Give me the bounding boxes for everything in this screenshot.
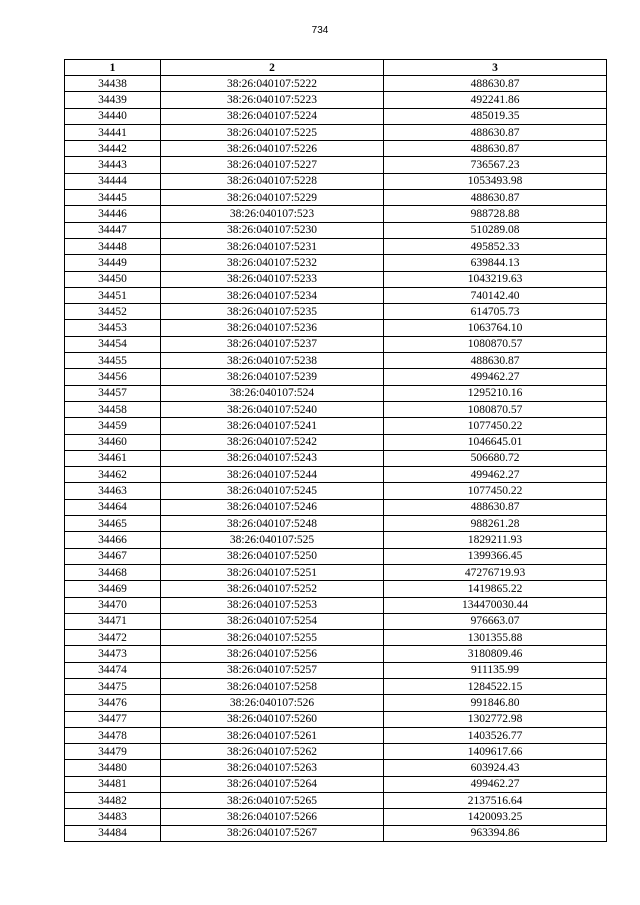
cadastral-value-cell: 1420093.25 [384,809,607,825]
cadastral-number-cell: 38:26:040107:5256 [161,646,384,662]
table-row [65,776,607,792]
table-row [65,141,607,157]
cadastral-number-cell: 38:26:040107:5252 [161,581,384,597]
table-row [65,630,607,646]
table-row [65,353,607,369]
cadastral-value-cell: 488630.87 [384,353,607,369]
cadastral-number-cell: 38:26:040107:5238 [161,353,384,369]
cadastral-value-cell: 1080870.57 [384,336,607,352]
cadastral-number-cell: 38:26:040107:5261 [161,727,384,743]
cadastral-number-cell: 38:26:040107:5228 [161,173,384,189]
table-row [65,548,607,564]
cadastral-number-cell: 38:26:040107:5263 [161,760,384,776]
table-row [65,206,607,222]
row-number-cell: 34479 [65,744,161,760]
cadastral-number-cell: 38:26:040107:5255 [161,630,384,646]
cadastral-value-cell: 740142.40 [384,287,607,303]
row-number-cell: 34450 [65,271,161,287]
cadastral-value-cell: 488630.87 [384,76,607,92]
cadastral-number-cell: 38:26:040107:5231 [161,238,384,254]
row-number-cell: 34438 [65,76,161,92]
table-row [65,532,607,548]
cadastral-value-cell: 1077450.22 [384,418,607,434]
row-number-cell: 34465 [65,516,161,532]
table-row [65,499,607,515]
row-number-cell: 34477 [65,711,161,727]
row-number-cell: 34442 [65,141,161,157]
row-number-cell: 34471 [65,613,161,629]
row-number-cell: 34451 [65,287,161,303]
row-number-cell: 34476 [65,695,161,711]
cadastral-number-cell: 38:26:040107:5253 [161,597,384,613]
table-row [65,385,607,401]
table-row [65,369,607,385]
table-row [65,434,607,450]
table-row [65,695,607,711]
cadastral-number-cell: 38:26:040107:5232 [161,255,384,271]
cadastral-value-cell: 1043219.63 [384,271,607,287]
cadastral-value-cell: 1053493.98 [384,173,607,189]
cadastral-value-cell: 1063764.10 [384,320,607,336]
cadastral-value-cell: 506680.72 [384,450,607,466]
cadastral-number-cell: 38:26:040107:5223 [161,92,384,108]
cadastral-value-cell: 488630.87 [384,124,607,140]
table-row [65,336,607,352]
cadastral-value-cell: 1399366.45 [384,548,607,564]
cadastral-number-cell: 38:26:040107:5233 [161,271,384,287]
table-row [65,287,607,303]
cadastral-number-cell: 38:26:040107:5235 [161,304,384,320]
cadastral-number-cell: 38:26:040107:524 [161,385,384,401]
row-number-cell: 34470 [65,597,161,613]
cadastral-value-cell: 1301355.88 [384,630,607,646]
cadastral-number-cell: 38:26:040107:5227 [161,157,384,173]
cadastral-value-cell: 485019.35 [384,108,607,124]
row-number-cell: 34457 [65,385,161,401]
table-row [65,646,607,662]
cadastral-value-cell: 1302772.98 [384,711,607,727]
table-row [65,401,607,417]
cadastral-value-cell: 736567.23 [384,157,607,173]
column-header-1: 1 [65,60,161,76]
cadastral-number-cell: 38:26:040107:525 [161,532,384,548]
row-number-cell: 34481 [65,776,161,792]
table-row [65,744,607,760]
cadastral-number-cell: 38:26:040107:5230 [161,222,384,238]
table-header [65,60,607,76]
cadastral-value-cell: 639844.13 [384,255,607,271]
cadastral-value-cell: 510289.08 [384,222,607,238]
cadastral-value-cell: 1080870.57 [384,401,607,417]
cadastral-number-cell: 38:26:040107:5246 [161,499,384,515]
cadastral-value-cell: 911135.99 [384,662,607,678]
cadastral-number-cell: 38:26:040107:5236 [161,320,384,336]
table-row [65,809,607,825]
row-number-cell: 34456 [65,369,161,385]
cadastral-number-cell: 38:26:040107:5260 [161,711,384,727]
cadastral-number-cell: 38:26:040107:5222 [161,76,384,92]
table-body [65,76,607,842]
cadastral-number-cell: 38:26:040107:5237 [161,336,384,352]
row-number-cell: 34482 [65,793,161,809]
table-row [65,124,607,140]
cadastral-number-cell: 38:26:040107:5248 [161,516,384,532]
row-number-cell: 34455 [65,353,161,369]
cadastral-number-cell: 38:26:040107:5257 [161,662,384,678]
table-row [65,450,607,466]
row-number-cell: 34463 [65,483,161,499]
table-row [65,92,607,108]
table-row [65,825,607,841]
row-number-cell: 34480 [65,760,161,776]
cadastral-number-cell: 38:26:040107:5265 [161,793,384,809]
table-row [65,564,607,580]
table-row [65,711,607,727]
cadastral-value-cell: 3180809.46 [384,646,607,662]
page-number: 734 [311,25,329,36]
table-row [65,238,607,254]
cadastral-number-cell: 38:26:040107:5267 [161,825,384,841]
table-row [65,320,607,336]
row-number-cell: 34467 [65,548,161,564]
cadastral-number-cell: 38:26:040107:526 [161,695,384,711]
header-row [65,60,607,76]
row-number-cell: 34448 [65,238,161,254]
cadastral-number-cell: 38:26:040107:5224 [161,108,384,124]
row-number-cell: 34475 [65,678,161,694]
cadastral-value-cell: 1419865.22 [384,581,607,597]
row-number-cell: 34452 [65,304,161,320]
cadastral-value-cell: 988261.28 [384,516,607,532]
cadastral-number-cell: 38:26:040107:5244 [161,467,384,483]
row-number-cell: 34447 [65,222,161,238]
cadastral-value-cell: 1046645.01 [384,434,607,450]
cadastral-number-cell: 38:26:040107:5240 [161,401,384,417]
table-row [65,157,607,173]
row-number-cell: 34472 [65,630,161,646]
table-row [65,304,607,320]
cadastral-number-cell: 38:26:040107:5245 [161,483,384,499]
row-number-cell: 34478 [65,727,161,743]
row-number-cell: 34446 [65,206,161,222]
table-row [65,727,607,743]
cadastral-number-cell: 38:26:040107:5226 [161,141,384,157]
cadastral-number-cell: 38:26:040107:5241 [161,418,384,434]
cadastral-number-cell: 38:26:040107:523 [161,206,384,222]
row-number-cell: 34459 [65,418,161,434]
cadastral-value-cell: 2137516.64 [384,793,607,809]
cadastral-value-cell: 603924.43 [384,760,607,776]
cadastral-value-cell: 1295210.16 [384,385,607,401]
row-number-cell: 34484 [65,825,161,841]
row-number-cell: 34462 [65,467,161,483]
row-number-cell: 34473 [65,646,161,662]
cadastral-number-cell: 38:26:040107:5234 [161,287,384,303]
table-row [65,662,607,678]
table-row [65,271,607,287]
cadastral-number-cell: 38:26:040107:5266 [161,809,384,825]
cadastral-value-cell: 488630.87 [384,499,607,515]
table-row [65,173,607,189]
row-number-cell: 34464 [65,499,161,515]
cadastral-value-cell: 1284522.15 [384,678,607,694]
cadastral-value-cell: 1409617.66 [384,744,607,760]
cadastral-value-cell: 134470030.44 [384,597,607,613]
table-row [65,76,607,92]
cadastral-value-cell: 976663.07 [384,613,607,629]
cadastral-number-cell: 38:26:040107:5242 [161,434,384,450]
table-row [65,418,607,434]
table-row [65,222,607,238]
cadastral-number-cell: 38:26:040107:5264 [161,776,384,792]
cadastral-value-cell: 614705.73 [384,304,607,320]
cadastral-value-cell: 499462.27 [384,369,607,385]
table-row [65,467,607,483]
cadastral-value-cell: 499462.27 [384,776,607,792]
table-row [65,597,607,613]
row-number-cell: 34445 [65,190,161,206]
cadastral-number-cell: 38:26:040107:5251 [161,564,384,580]
table-row [65,793,607,809]
row-number-cell: 34443 [65,157,161,173]
table-row [65,613,607,629]
row-number-cell: 34469 [65,581,161,597]
column-header-2: 2 [161,60,384,76]
cadastral-number-cell: 38:26:040107:5250 [161,548,384,564]
column-header-3: 3 [384,60,607,76]
row-number-cell: 34441 [65,124,161,140]
cadastral-value-cell: 495852.33 [384,238,607,254]
row-number-cell: 34449 [65,255,161,271]
row-number-cell: 34439 [65,92,161,108]
row-number-cell: 34461 [65,450,161,466]
cadastral-value-cell: 991846.80 [384,695,607,711]
row-number-cell: 34468 [65,564,161,580]
cadastral-value-cell: 499462.27 [384,467,607,483]
cadastral-number-cell: 38:26:040107:5239 [161,369,384,385]
table-row [65,760,607,776]
cadastral-value-cell: 47276719.93 [384,564,607,580]
cadastral-value-cell: 488630.87 [384,141,607,157]
table-row [65,190,607,206]
cadastral-value-cell: 988728.88 [384,206,607,222]
row-number-cell: 34440 [65,108,161,124]
cadastral-value-cell: 1829211.93 [384,532,607,548]
cadastral-number-cell: 38:26:040107:5262 [161,744,384,760]
table-row [65,483,607,499]
row-number-cell: 34466 [65,532,161,548]
cadastral-value-cell: 963394.86 [384,825,607,841]
cadastral-number-cell: 38:26:040107:5254 [161,613,384,629]
cadastral-value-cell: 492241.86 [384,92,607,108]
cadastral-number-cell: 38:26:040107:5258 [161,678,384,694]
table-row [65,255,607,271]
table-row [65,581,607,597]
row-number-cell: 34483 [65,809,161,825]
row-number-cell: 34444 [65,173,161,189]
cadastral-value-cell: 1403526.77 [384,727,607,743]
cadastral-value-cell: 488630.87 [384,190,607,206]
cadastral-value-table [64,59,607,842]
row-number-cell: 34474 [65,662,161,678]
cadastral-number-cell: 38:26:040107:5229 [161,190,384,206]
table-row [65,516,607,532]
cadastral-number-cell: 38:26:040107:5243 [161,450,384,466]
row-number-cell: 34454 [65,336,161,352]
row-number-cell: 34453 [65,320,161,336]
table-row [65,108,607,124]
cadastral-value-cell: 1077450.22 [384,483,607,499]
row-number-cell: 34460 [65,434,161,450]
table-row [65,678,607,694]
row-number-cell: 34458 [65,401,161,417]
cadastral-number-cell: 38:26:040107:5225 [161,124,384,140]
